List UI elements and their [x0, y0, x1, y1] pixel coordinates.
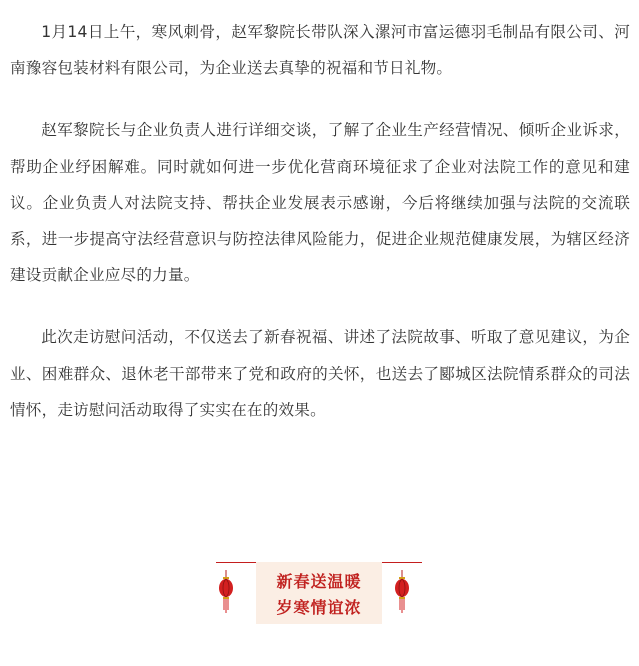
- paragraph-visit: 1月14日上午，寒风刺骨，赵军黎院长带队深入漯河市富运德羽毛制品有限公司、河南豫容包装材料有限公司，为企业送去真挚的祝福和节日礼物。: [10, 23, 630, 78]
- banner-title-line2: 岁寒情谊浓: [276, 598, 362, 617]
- festival-banner: [216, 562, 422, 624]
- lantern-icon: [218, 570, 234, 616]
- lantern-icon: [394, 570, 410, 616]
- banner-title-line1: 新春送温暖: [276, 572, 362, 591]
- article-body: [10, 14, 630, 454]
- paragraph-summary: 此次走访慰问活动，不仅送去了新春祝福、讲述了法院故事、听取了意见建议，为企业、困难群众、退休老干部带来了党和政府的关怀，也送去了郾城区法院情系群众的司法情怀，走访慰问活动取得了实实在在的效果。: [10, 328, 630, 419]
- paragraph-discussion: 赵军黎院长与企业负责人进行详细交谈，了解了企业生产经营情况、倾听企业诉求，帮助企业纾困解难。同时就如何进一步优化营商环境征求了企业对法院工作的意见和建议。企业负责人对法院支持、帮扶企业发展表示感谢，今后将继续加强与法院的交流联系，进一步提高守法经营意识与防控法律风险能力，促进企业规范健康发展，为辖区经济建设贡献企业应尽的力量。: [10, 121, 630, 285]
